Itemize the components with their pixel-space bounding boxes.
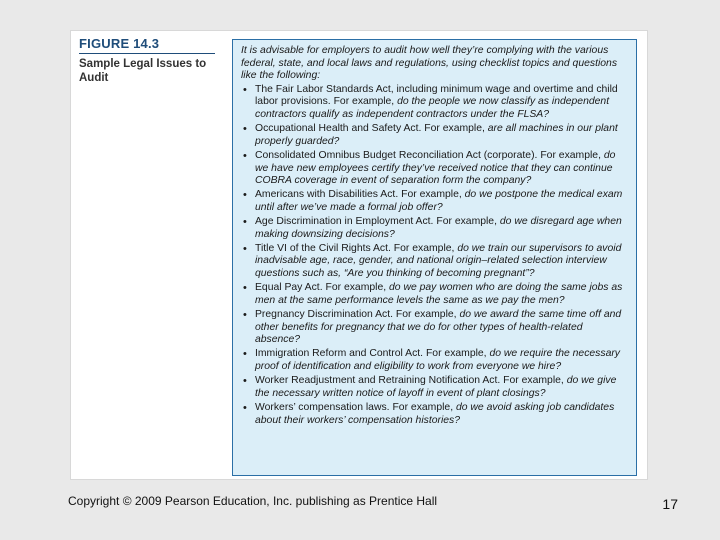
- bullet-icon: •: [243, 83, 247, 96]
- figure-caption: Sample Legal Issues to Audit: [79, 58, 207, 85]
- item-title: The Fair Labor Standards Act, including minimum wage and overtime and child labor provisions.: [255, 83, 618, 108]
- item-question: do we have new employees certify they’ve received notice that they can continue COBRA coverage in event of separation form the company?: [255, 149, 616, 187]
- item-example: For example,: [395, 309, 457, 321]
- item-question: do we postpone the medical exam until after we’ve made a formal job offer?: [255, 189, 623, 213]
- list-item: [241, 189, 630, 214]
- bullet-icon: •: [243, 149, 247, 162]
- checklist-box: [232, 39, 637, 476]
- list-item: [241, 216, 630, 241]
- item-title: Age Discrimination in Employment Act.: [255, 216, 434, 228]
- list-item: [241, 123, 630, 148]
- bullet-icon: •: [243, 123, 247, 136]
- bullet-icon: •: [243, 401, 247, 414]
- item-example: For example,: [333, 96, 395, 108]
- item-example: For example,: [325, 282, 387, 294]
- item-example: For example,: [392, 401, 454, 413]
- list-item: [241, 150, 630, 188]
- list-item: [241, 402, 630, 427]
- list-item: [241, 84, 630, 122]
- item-example: For example,: [503, 375, 564, 387]
- list-item: [241, 309, 630, 347]
- item-title: Americans with Disabilities Act.: [255, 189, 399, 201]
- item-example: For example,: [425, 348, 487, 360]
- item-question: are all machines in our plant properly guarded?: [255, 123, 618, 147]
- bullet-icon: •: [243, 282, 247, 295]
- item-question: do we require the necessary proof of identification and eligibility to work from everyone we hire?: [255, 348, 621, 372]
- item-title: Consolidated Omnibus Budget Reconciliation Act (corporate).: [255, 149, 538, 161]
- bullet-icon: •: [243, 189, 247, 202]
- list-item: [241, 348, 630, 373]
- figure-card: [70, 30, 648, 480]
- item-question: do we give the necessary written notice of layoff in event of plant closings?: [255, 375, 617, 399]
- item-question: do we disregard age when making downsizing decisions?: [255, 216, 622, 240]
- bullet-icon: •: [243, 216, 247, 229]
- item-title: Immigration Reform and Control Act.: [255, 348, 424, 360]
- item-question: do we train our supervisors to avoid inadvisable age, race, gender, and national origin–related selection interview questions such as, “Are you thinking of becoming pregnant”?: [255, 242, 622, 280]
- item-question: do we pay women who are doing the same jobs as men at the same performance levels the same as we pay the men?: [255, 282, 623, 306]
- bullet-icon: •: [243, 242, 247, 255]
- item-title: Occupational Health and Safety Act.: [255, 123, 422, 135]
- slide-number: 17: [662, 496, 678, 512]
- item-question: do we avoid asking job candidates about their workers’ compensation histories?: [255, 401, 615, 426]
- item-title: Equal Pay Act.: [255, 282, 323, 294]
- bullet-icon: •: [243, 348, 247, 361]
- figure-label: FIGURE 14.3: [79, 37, 215, 54]
- bullet-icon: •: [243, 375, 247, 388]
- item-title: Worker Readjustment and Retraining Notification Act.: [255, 375, 501, 387]
- item-question: do the people we now classify as independent contractors qualify as independent contractors under the FLSA?: [255, 96, 610, 120]
- item-question: do we award the same time off and other benefits for pregnancy that we do for other types of health-related absence?: [255, 309, 622, 346]
- list-item: [241, 243, 630, 281]
- list-item: [241, 282, 630, 307]
- item-title: Title VI of the Civil Rights Act.: [255, 242, 391, 254]
- item-example: For example,: [401, 189, 462, 201]
- copyright-text: Copyright © 2009 Pearson Education, Inc. publishing as Prentice Hall: [68, 494, 438, 508]
- item-example: For example,: [540, 149, 601, 161]
- item-title: Pregnancy Discrimination Act.: [255, 309, 394, 321]
- item-title: Workers’ compensation laws.: [255, 401, 390, 413]
- item-example: For example,: [436, 216, 497, 228]
- item-example: For example,: [424, 123, 485, 135]
- list-item: [241, 375, 630, 400]
- intro-text: It is advisable for employers to audit how well they’re complying with the various federal, state, and local laws and regulations, using checklist topics and questions like the following:: [241, 45, 618, 82]
- bullet-icon: •: [243, 309, 247, 322]
- legal-issues-list: [241, 84, 630, 427]
- item-example: For example,: [393, 242, 455, 254]
